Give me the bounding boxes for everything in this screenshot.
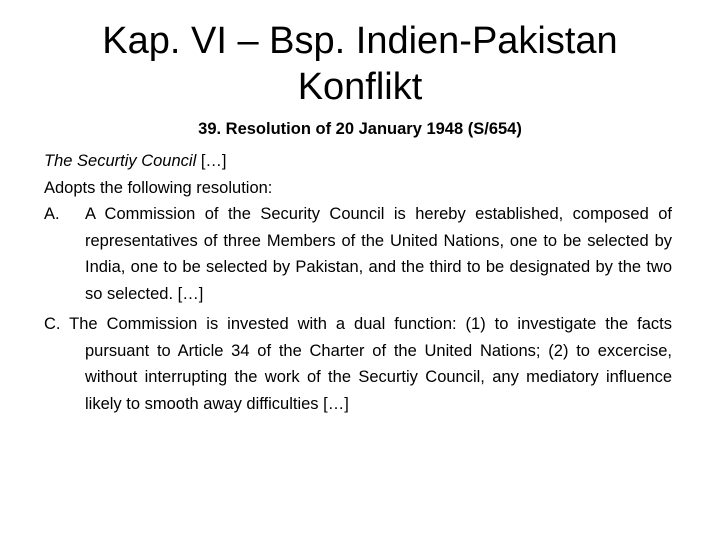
paragraph-a-text: A Commission of the Security Council is hereby established, composed of representatives of three Members of the United Nations, one to be selected by India, one to be selected by Pakistan, and the third to be designated by the two so selected. […] bbox=[85, 205, 672, 303]
intro-rest: […] bbox=[196, 152, 227, 170]
intro-italic: The Securtiy Council bbox=[44, 152, 197, 170]
slide-title: Kap. VI – Bsp. Indien-Pakistan Konflikt bbox=[102, 20, 618, 108]
adopts-line: Adopts the following resolution: bbox=[44, 178, 273, 197]
paragraph-c: C. The Commission is invested with a dual function: (1) to investigate the facts pursuant to Article 34 of the Charter of the United Nations; (2) to excercise, without interrupting the work of the Securtiy Council, any mediatory influence likely to smooth away difficulties […] bbox=[44, 315, 672, 413]
paragraph-a bbox=[44, 201, 672, 307]
paragraph-a-marker: A. bbox=[44, 205, 60, 223]
resolution-heading: 39. Resolution of 20 January 1948 (S/654) bbox=[198, 120, 522, 138]
slide-body bbox=[44, 148, 672, 421]
intro-line bbox=[44, 148, 672, 175]
